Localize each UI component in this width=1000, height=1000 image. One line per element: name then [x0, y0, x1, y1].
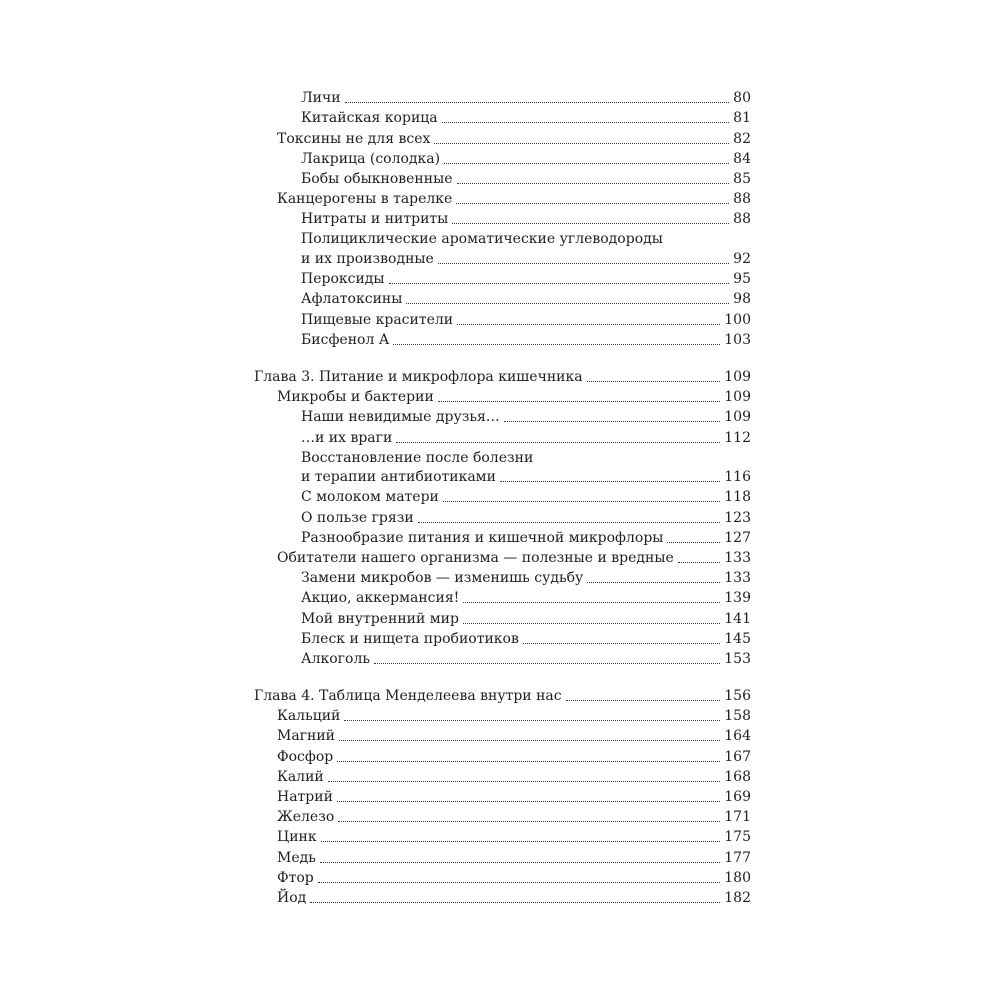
toc-entry[interactable] — [254, 787, 751, 807]
toc-entry-title-line1: Полициклические ароматические углеводороды — [301, 231, 663, 248]
toc-entry[interactable] — [254, 229, 751, 269]
dot-leader — [328, 780, 721, 782]
toc-entry-page: 95 — [733, 271, 751, 288]
toc-entry[interactable] — [254, 767, 751, 787]
toc-entry-page: 118 — [724, 489, 751, 506]
toc-entry[interactable] — [254, 507, 751, 527]
toc-entry[interactable] — [254, 847, 751, 867]
toc-entry-title: Калий — [277, 768, 324, 785]
dot-leader — [452, 222, 729, 224]
toc-entry-title: Фосфор — [277, 748, 334, 765]
toc-entry-title-line2: и терапии антибиотиками — [301, 469, 496, 486]
toc-entry-title: Китайская корица — [301, 110, 438, 127]
toc-entry-page: 88 — [733, 191, 751, 208]
table-of-contents — [254, 88, 751, 908]
toc-entry[interactable] — [254, 706, 751, 726]
toc-entry-title: Кальций — [277, 708, 341, 725]
dot-leader — [444, 162, 729, 164]
toc-entry-page: 133 — [724, 549, 751, 566]
toc-chapter-entry[interactable] — [254, 686, 751, 706]
toc-entry[interactable] — [254, 448, 751, 488]
toc-entry-page: 156 — [724, 688, 751, 705]
toc-entry[interactable] — [254, 807, 751, 827]
dot-leader — [339, 739, 720, 741]
toc-chapter-entry[interactable] — [254, 367, 751, 387]
toc-entry[interactable] — [254, 608, 751, 628]
toc-entry-page: 123 — [724, 509, 751, 526]
dot-leader — [504, 420, 720, 422]
toc-entry-title: Обитатели нашего организма — полезные и вредные — [277, 549, 674, 566]
dot-leader — [500, 480, 720, 482]
toc-entry[interactable] — [254, 888, 751, 908]
dot-leader — [396, 441, 720, 443]
toc-entry-title: Замени микробов — изменишь судьбу — [301, 570, 584, 587]
toc-entry-page: 127 — [724, 529, 751, 546]
toc-entry[interactable] — [254, 387, 751, 407]
dot-leader — [438, 400, 720, 402]
toc-entry[interactable] — [254, 289, 751, 309]
toc-entry-title: Разнообразие питания и кишечной микрофлоры — [301, 529, 664, 546]
toc-entry-page: 182 — [724, 889, 751, 906]
toc-entry-page: 177 — [724, 849, 751, 866]
toc-entry-page: 92 — [733, 251, 751, 267]
toc-entry-page: 171 — [724, 809, 751, 826]
toc-entry-page: 98 — [733, 291, 751, 308]
dot-leader — [318, 881, 721, 883]
dot-leader — [523, 642, 720, 644]
dot-leader — [442, 121, 730, 123]
dot-leader — [678, 561, 720, 563]
toc-entry-title: Алкоголь — [301, 650, 370, 667]
dot-leader — [463, 601, 720, 603]
toc-entry-title: Йод — [277, 889, 307, 906]
toc-entry-page: 82 — [733, 130, 751, 147]
dot-leader — [337, 760, 720, 762]
dot-leader — [667, 541, 720, 543]
toc-entry[interactable] — [254, 487, 751, 507]
toc-entry-title: Лакрица (солодка) — [301, 150, 441, 167]
toc-entry[interactable] — [254, 629, 751, 649]
toc-entry-title: С молоком матери — [301, 489, 439, 506]
toc-entry[interactable] — [254, 407, 751, 427]
toc-entry-page: 112 — [724, 429, 751, 446]
dot-leader — [443, 500, 720, 502]
toc-entry[interactable] — [254, 169, 751, 189]
toc-entry-title: Магний — [277, 728, 336, 745]
dot-leader — [566, 699, 721, 701]
toc-entry-page: 167 — [724, 748, 751, 765]
toc-entry-title: Личи — [301, 90, 341, 107]
dot-leader — [457, 323, 720, 325]
dot-leader — [406, 302, 729, 304]
toc-entry-page: 103 — [724, 331, 751, 348]
toc-entry-page: 153 — [724, 650, 751, 667]
toc-entry-page: 85 — [733, 170, 751, 187]
toc-entry[interactable] — [254, 149, 751, 169]
toc-entry-title: Железо — [277, 809, 335, 826]
toc-entry-title: Бисфенол А — [301, 331, 390, 348]
toc-entry[interactable] — [254, 868, 751, 888]
toc-entry-title: Нитраты и нитриты — [301, 211, 449, 228]
section-gap — [254, 669, 751, 686]
dot-leader — [345, 101, 730, 103]
toc-entry[interactable] — [254, 269, 751, 289]
toc-entry-page: 80 — [733, 90, 751, 107]
toc-entry[interactable] — [254, 128, 751, 148]
toc-entry-title: Фтор — [277, 869, 314, 886]
toc-entry-title: Микробы и бактерии — [277, 389, 434, 406]
toc-entry-page: 175 — [724, 829, 751, 846]
toc-entry[interactable] — [254, 88, 751, 108]
toc-entry[interactable] — [254, 649, 751, 669]
toc-entry-page: 164 — [724, 728, 751, 745]
toc-entry[interactable] — [254, 108, 751, 128]
toc-entry-page: 109 — [724, 389, 751, 406]
dot-leader — [393, 343, 720, 345]
dot-leader — [434, 142, 729, 144]
toc-entry[interactable] — [254, 528, 751, 548]
toc-entry-page: 109 — [724, 368, 751, 385]
toc-entry-page: 116 — [724, 469, 751, 486]
toc-entry-page: 109 — [724, 409, 751, 426]
toc-entry-title: О пользе грязи — [301, 509, 414, 526]
toc-entry[interactable] — [254, 548, 751, 568]
toc-entry-title-line1: Восстановление после болезни — [301, 449, 534, 466]
section-gap — [254, 350, 751, 367]
toc-entry-page: 133 — [724, 570, 751, 587]
dot-leader — [338, 820, 720, 822]
toc-entry-page: 84 — [733, 150, 751, 167]
toc-entry-title: Глава 3. Питание и микрофлора кишечника — [254, 368, 583, 385]
dot-leader — [587, 380, 721, 382]
dot-leader — [321, 840, 721, 842]
toc-entry-page: 145 — [724, 630, 751, 647]
toc-entry[interactable] — [254, 588, 751, 608]
toc-entry-title: Бобы обыкновенные — [301, 170, 453, 187]
toc-entry-title: Глава 4. Таблица Менделеева внутри нас — [254, 688, 562, 705]
toc-entry-title-line2: и их производные — [301, 251, 434, 267]
toc-entry-title: Блеск и нищета пробиотиков — [301, 630, 519, 647]
toc-entry-title: Афлатоксины — [301, 291, 403, 308]
toc-entry[interactable] — [254, 827, 751, 847]
toc-entry-page: 139 — [724, 590, 751, 607]
dot-leader — [389, 282, 730, 284]
toc-entry[interactable] — [254, 427, 751, 447]
toc-entry-page: 88 — [733, 211, 751, 228]
dot-leader — [418, 521, 721, 523]
toc-entry-page: 169 — [724, 789, 751, 805]
toc-entry[interactable] — [254, 726, 751, 746]
toc-entry[interactable] — [254, 209, 751, 229]
toc-entry-title: Пероксиды — [301, 271, 385, 288]
dot-leader — [310, 901, 720, 903]
dot-leader — [457, 182, 730, 184]
toc-entry-title: Натрий — [277, 789, 333, 805]
dot-leader — [456, 202, 729, 204]
toc-entry-title: …и их враги — [301, 429, 393, 446]
toc-entry-page: 180 — [724, 869, 751, 886]
dot-leader — [337, 800, 720, 802]
toc-entry-title: Медь — [277, 849, 316, 866]
toc-entry-title: Мой внутренний мир — [301, 610, 459, 627]
toc-entry[interactable] — [254, 330, 751, 350]
dot-leader — [344, 719, 720, 721]
toc-entry[interactable] — [254, 746, 751, 766]
toc-entry-title: Канцерогены в тарелке — [277, 191, 453, 208]
toc-entry[interactable] — [254, 568, 751, 588]
toc-entry-page: 168 — [724, 768, 751, 785]
toc-entry[interactable] — [254, 309, 751, 329]
toc-entry-title: Токсины не для всех — [277, 130, 431, 147]
toc-entry[interactable] — [254, 189, 751, 209]
dot-leader — [320, 861, 720, 863]
toc-entry-title: Акцио, аккермансия! — [301, 590, 460, 607]
toc-entry-title: Пищевые красители — [301, 311, 454, 328]
toc-entry-title: Цинк — [277, 829, 317, 846]
dot-leader — [587, 581, 720, 583]
dot-leader — [463, 622, 720, 624]
toc-entry-page: 100 — [724, 311, 751, 328]
dot-leader — [438, 262, 729, 264]
toc-entry-page: 141 — [724, 610, 751, 627]
toc-entry-page: 81 — [733, 110, 751, 127]
dot-leader — [374, 662, 720, 664]
toc-entry-title: Наши невидимые друзья… — [301, 409, 500, 426]
toc-entry-page: 158 — [724, 708, 751, 725]
